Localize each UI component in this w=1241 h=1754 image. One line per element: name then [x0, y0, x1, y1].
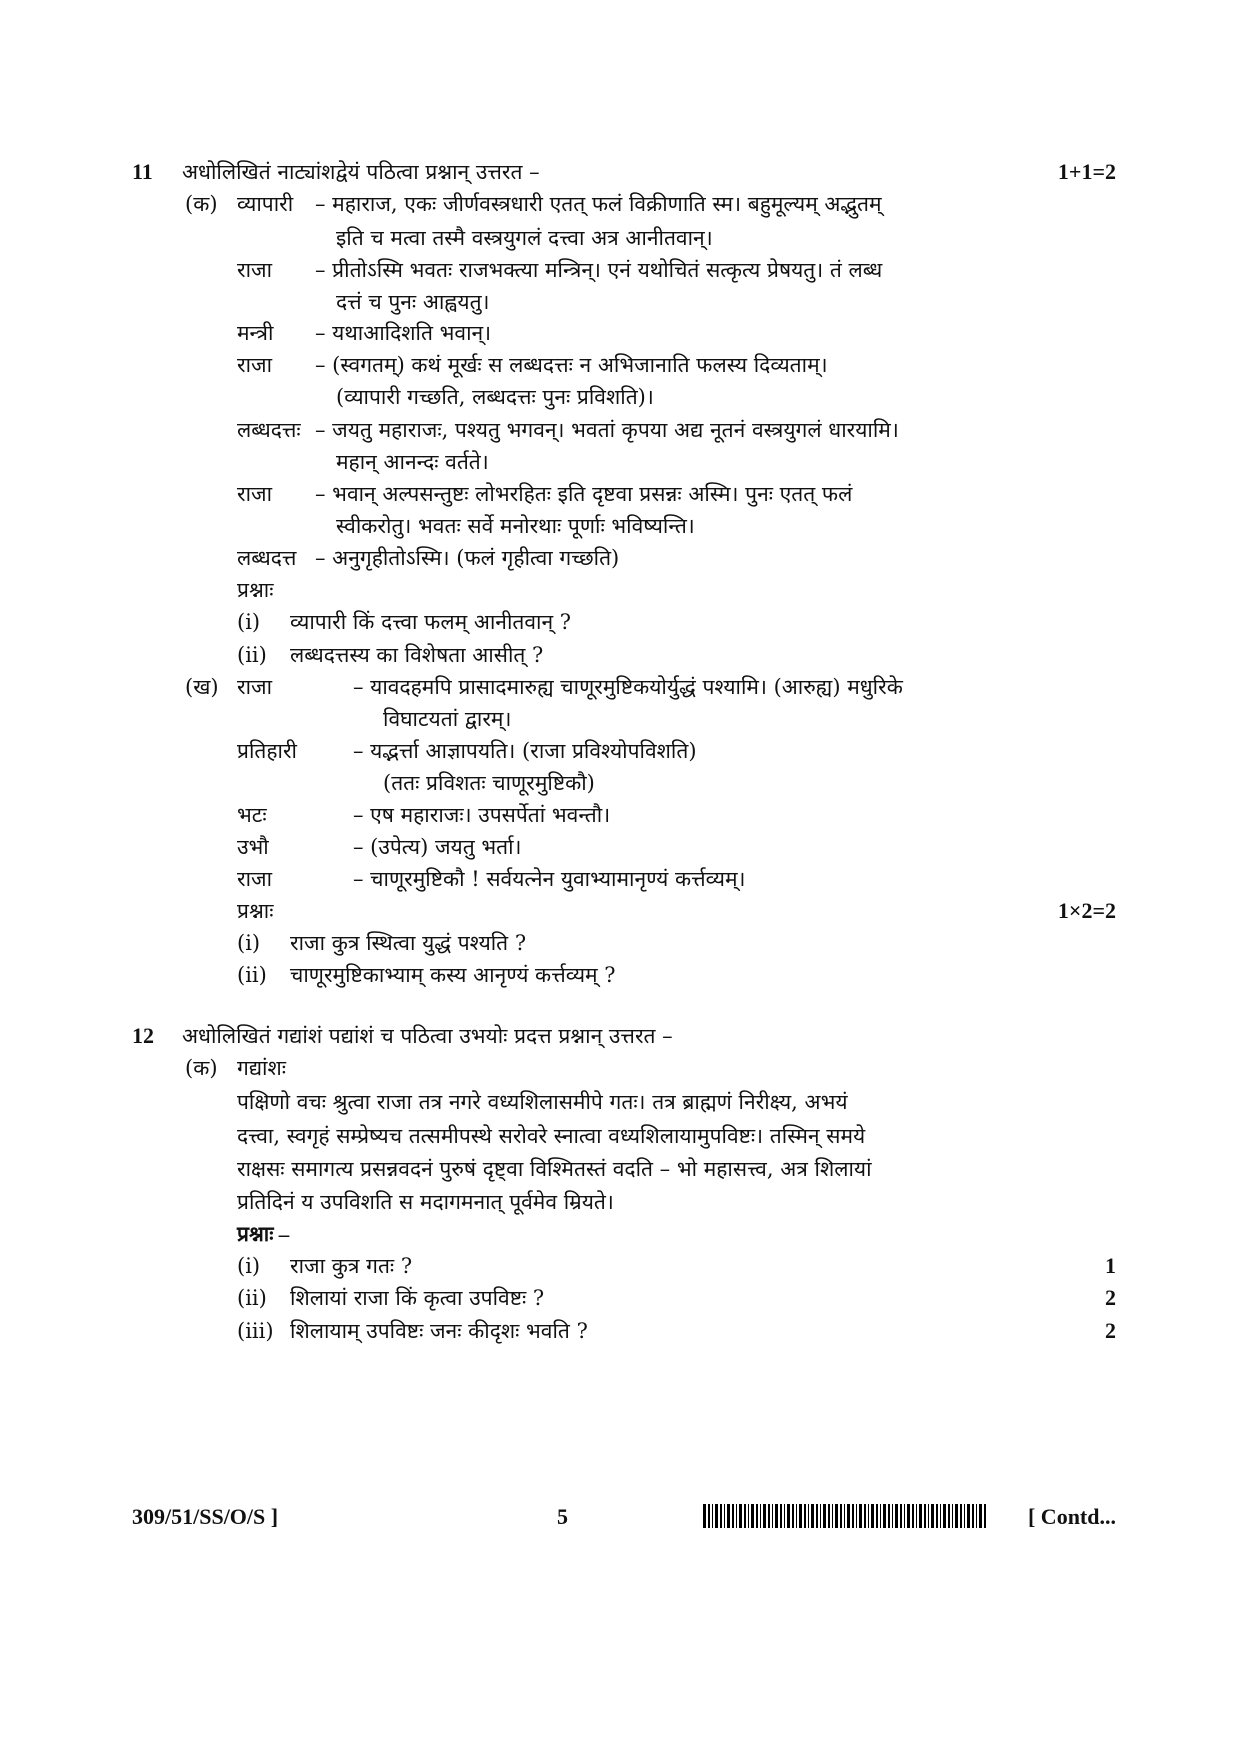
question-number: (ii) [237, 643, 267, 667]
question-text: शिलायाम् उपविष्टः जनः कीदृशः भवति ? [290, 1319, 588, 1343]
dialogue-line: (ततः प्रविशतः चाणूरमुष्टिकौ) [383, 771, 595, 795]
question-text: चाणूरमुष्टिकाभ्याम् कस्य आनृण्यं कर्त्तव्यम् ? [290, 963, 616, 987]
speaker: लब्धदत्त [237, 546, 297, 570]
dialogue-line: दत्तं च पुनः आह्वयतु। [336, 290, 490, 314]
speaker: व्यापारी [237, 192, 294, 216]
dialogue-line: – महाराज, एकः जीर्णवस्त्रधारी एतत् फलं विक्रीणाति स्म। बहुमूल्यम् अद्भुतम् [315, 192, 882, 216]
speaker: राजा [237, 353, 273, 377]
question-11-marks: 1+1=2 [1057, 159, 1116, 184]
speaker: लब्धदत्तः [237, 418, 301, 442]
dialogue-line: (व्यापारी गच्छति, लब्धदत्तः पुनः प्रविशति)। [336, 385, 654, 409]
question-11-number: 11 [132, 159, 153, 184]
passage-line: राक्षसः समागत्य प्रसन्नवदनं पुरुषं दृष्ट्वा विश्मितस्तं वदति – भो महासत्त्व, अत्र शिलायां [237, 1157, 872, 1181]
dialogue-line: – यथाआदिशति भवान्। [315, 321, 492, 345]
question-text: राजा कुत्र स्थित्वा युद्धं पश्यति ? [290, 931, 527, 955]
question-number: (ii) [237, 963, 267, 987]
passage-line: दत्त्वा, स्वगृहं सम्प्रेष्यच तत्समीपस्थे सरोवरे स्नात्वा वध्यशिलायामुपविष्टः। तस्मिन् समये [237, 1124, 866, 1148]
passage-line: पक्षिणो वचः श्रुत्वा राजा तत्र नगरे वध्यशिलासमीपे गतः। तत्र ब्राह्मणं निरीक्ष्य, अभयं [237, 1090, 848, 1114]
dialogue-line: – अनुगृहीतोऽस्मि। (फलं गृहीत्वा गच्छति) [315, 546, 620, 570]
question-marks: 2 [1105, 1285, 1116, 1310]
speaker: राजा [237, 675, 273, 699]
question-marks: 2 [1105, 1318, 1116, 1343]
q12-part-ka-label: (क) [185, 1056, 218, 1080]
speaker: राजा [237, 482, 273, 506]
question-text: लब्धदत्तस्य का विशेषता आसीत् ? [290, 643, 544, 667]
question-number: (iii) [237, 1319, 274, 1343]
speaker: उभौ [237, 835, 269, 859]
dialogue-line: महान् आनन्दः वर्तते। [336, 450, 489, 474]
question-number: (i) [237, 610, 261, 634]
part-kha-marks: 1×2=2 [1057, 898, 1116, 923]
question-number: (i) [237, 931, 261, 955]
dialogue-line: विघाटयतां द्वारम्। [383, 707, 512, 731]
dialogue-line: – प्रीतोऽस्मि भवतः राजभक्त्या मन्त्रिन्। एनं यथोचितं सत्कृत्य प्रेषयतु। तं लब्ध [315, 258, 883, 282]
question-12-instruction: अधोलिखितं गद्यांशं पद्यांशं च पठित्वा उभयोः प्रदत्त प्रश्नान् उत्तरत – [182, 1024, 673, 1048]
dialogue-line: स्वीकरोतु। भवतः सर्वे मनोरथाः पूर्णाः भविष्यन्ति। [336, 514, 695, 538]
questions-label: प्रश्नाः [237, 578, 274, 602]
question-number: (i) [237, 1254, 261, 1278]
passage-heading: गद्यांशः [237, 1056, 287, 1080]
question-11-instruction: अधोलिखितं नाट्यांशद्वेयं पठित्वा प्रश्नान् उत्तरत – [182, 160, 540, 184]
dialogue-line: – यद्भर्त्ता आज्ञापयति। (राजा प्रविश्योपविशति) [353, 739, 697, 763]
part-kha-label: (ख) [185, 675, 219, 699]
continued-label: [ Contd... [1027, 1504, 1116, 1529]
part-ka-label: (क) [185, 192, 218, 216]
dialogue-line: – जयतु महाराजः, पश्यतु भगवन्। भवतां कृपया अद्य नूतनं वस्त्रयुगलं धारयामि। [315, 418, 899, 442]
question-marks: 1 [1105, 1253, 1116, 1278]
question-number: (ii) [237, 1286, 267, 1310]
question-text: व्यापारी किं दत्त्वा फलम् आनीतवान् ? [290, 610, 572, 634]
question-text: राजा कुत्र गतः ? [290, 1254, 413, 1278]
speaker: मन्त्री [237, 321, 274, 345]
dialogue-line: – (उपेत्य) जयतु भर्ता। [353, 835, 522, 859]
speaker: राजा [237, 258, 273, 282]
paper-code: 309/51/SS/O/S ] [132, 1504, 279, 1529]
dialogue-line: – चाणूरमुष्टिकौ ! सर्वयत्नेन युवाभ्यामानृण्यं कर्त्तव्यम्। [353, 867, 746, 891]
dialogue-line: – एष महाराजः। उपसर्पेतां भवन्तौ। [353, 803, 611, 827]
dialogue-line: – (स्वगतम्) कथं मूर्खः स लब्धदत्तः न अभिजानाति फलस्य दिव्यताम्। [315, 353, 828, 377]
barcode-icon [703, 1504, 988, 1528]
dialogue-line: इति च मत्वा तस्मै वस्त्रयुगलं दत्त्वा अत्र आनीतवान्। [336, 226, 713, 250]
question-text: शिलायां राजा किं कृत्वा उपविष्टः ? [290, 1286, 545, 1310]
page-number: 5 [557, 1504, 568, 1529]
dialogue-line: – भवान् अल्पसन्तुष्टः लोभरहितः इति दृष्टवा प्रसन्नः अस्मि। पुनः एतत् फलं [315, 482, 853, 506]
dialogue-line: – यावदहमपि प्रासादमारुह्य चाणूरमुष्टिकयोर्युद्धं पश्यामि। (आरुह्य) मधुरिके [353, 675, 903, 699]
speaker: भटः [237, 803, 267, 827]
speaker: राजा [237, 867, 273, 891]
speaker: प्रतिहारी [237, 739, 297, 763]
questions-label: प्रश्नाः [237, 899, 274, 923]
questions-label: प्रश्नाः – [237, 1222, 290, 1246]
question-12-number: 12 [132, 1023, 154, 1048]
passage-line: प्रतिदिनं य उपविशति स मदागमनात् पूर्वमेव म्रियते। [237, 1190, 614, 1214]
